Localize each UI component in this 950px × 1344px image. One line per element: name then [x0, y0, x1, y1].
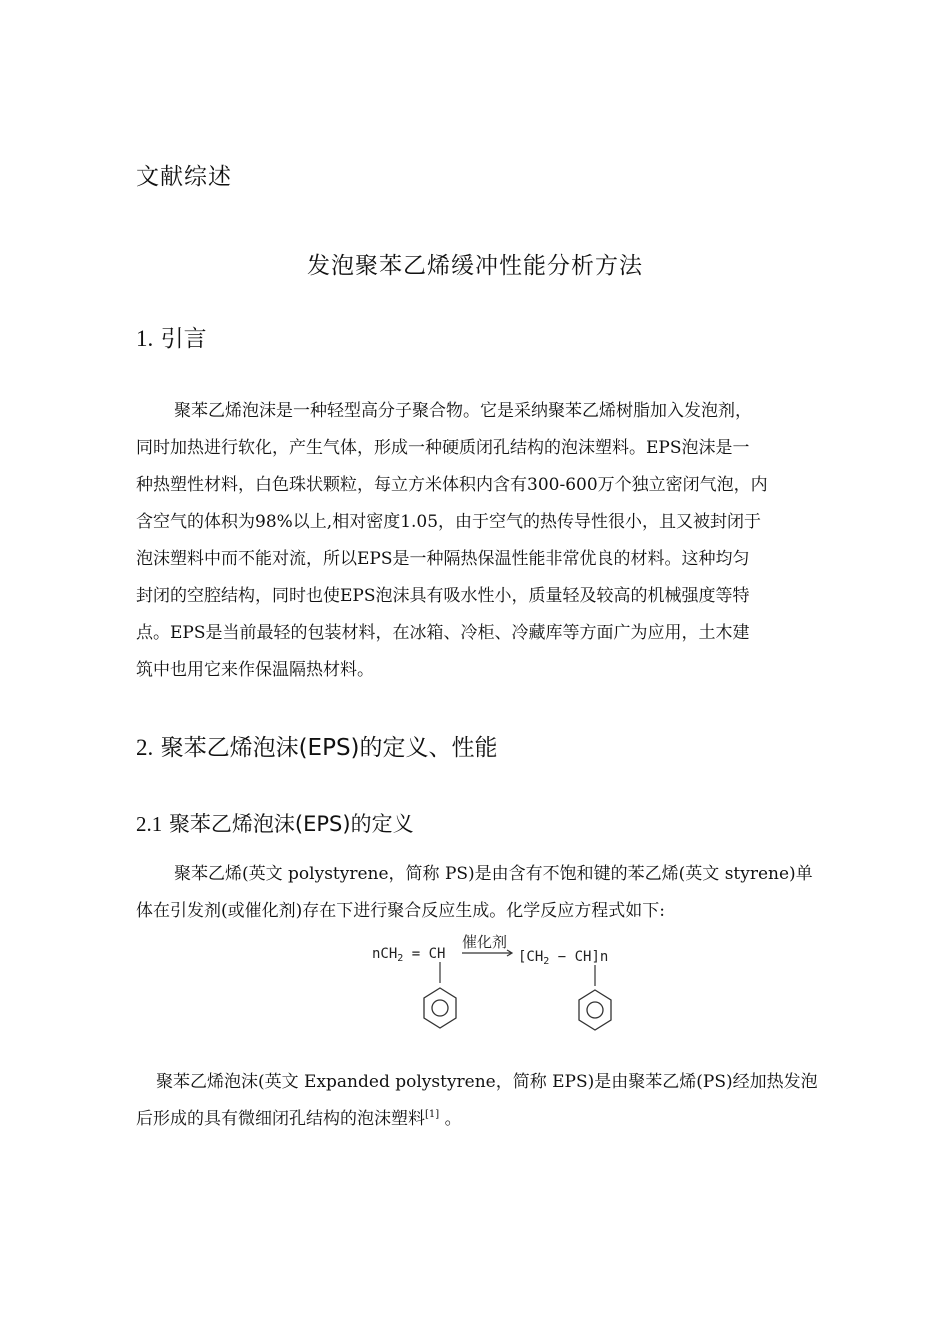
section-title: 引言 — [160, 326, 207, 352]
paragraph-text: 后形成的具有微细闭孔结构的泡沫塑料 — [136, 1109, 425, 1129]
section-title: 聚苯乙烯泡沫(EPS)的定义 — [168, 812, 414, 836]
section-1-heading — [136, 320, 207, 353]
section-number: 2. — [136, 735, 154, 760]
chemical-equation — [368, 928, 648, 1043]
paragraph-line: 种热塑性材料，白色珠状颗粒，每立方米体积内含有300-600万个独立密闭气泡，内 — [136, 475, 768, 495]
section-2-1-heading — [136, 808, 414, 838]
product-text: $[CH_2 - CH]n$ — [518, 949, 609, 967]
section-2-1-paragraph — [136, 856, 836, 930]
paragraph-line: 含空气的体积为98%以上,相对密度1.05，由于空气的热传导性很小，且又被封闭于 — [136, 512, 762, 532]
paragraph-line: 同时加热进行软化，产生气体，形成一种硬质闭孔结构的泡沫塑料。EPS泡沫是一 — [136, 438, 750, 458]
section-2-heading — [136, 729, 498, 762]
paragraph-line: 点。EPS是当前最轻的包装材料，在冰箱、冷柜、冷藏库等方面广为应用，土木建 — [136, 623, 750, 643]
reactant-text: nCH$_2$ = CH — [372, 946, 446, 964]
section-1-paragraph — [136, 393, 836, 689]
citation-mark: [1] — [425, 1109, 440, 1120]
document-label: 文献综述 — [136, 164, 232, 190]
section-2-1-paragraph-2 — [136, 1064, 836, 1138]
paragraph-line: 聚苯乙烯泡沫是一种轻型高分子聚合物。它是采纳聚苯乙烯树脂加入发泡剂， — [174, 401, 752, 421]
document-title: 发泡聚苯乙烯缓冲性能分析方法 — [307, 253, 643, 279]
paragraph-line: 聚苯乙烯(英文 polystyrene，简称 PS)是由含有不饱和键的苯乙烯(英文 styrene)单 — [174, 864, 813, 884]
section-number: 2.1 — [136, 812, 163, 836]
section-number: 1. — [136, 326, 154, 351]
catalyst-label: 催化剂 — [462, 933, 508, 951]
paragraph-line: 聚苯乙烯泡沫(英文 Expanded polystyrene，简称 EPS)是由聚苯乙烯(PS)经加热发泡 — [156, 1072, 818, 1092]
section-title: 聚苯乙烯泡沫(EPS)的定义、性能 — [160, 735, 498, 761]
paragraph-line: 封闭的空腔结构，同时也使EPS泡沫具有吸水性小，质量轻及较高的机械强度等特 — [136, 586, 750, 606]
paragraph-line — [136, 1101, 836, 1138]
paragraph-line: 体在引发剂(或催化剂)存在下进行聚合反应生成。化学反应方程式如下: — [136, 901, 665, 921]
paragraph-end: 。 — [439, 1109, 462, 1129]
benzene-ring-icon — [579, 990, 611, 1030]
paragraph-line: 筑中也用它来作保温隔热材料。 — [136, 660, 374, 680]
benzene-ring-icon — [424, 988, 456, 1028]
paragraph-line: 泡沫塑料中而不能对流，所以EPS是一种隔热保温性能非常优良的材料。这种均匀 — [136, 549, 750, 569]
equation-figure — [368, 928, 648, 1043]
